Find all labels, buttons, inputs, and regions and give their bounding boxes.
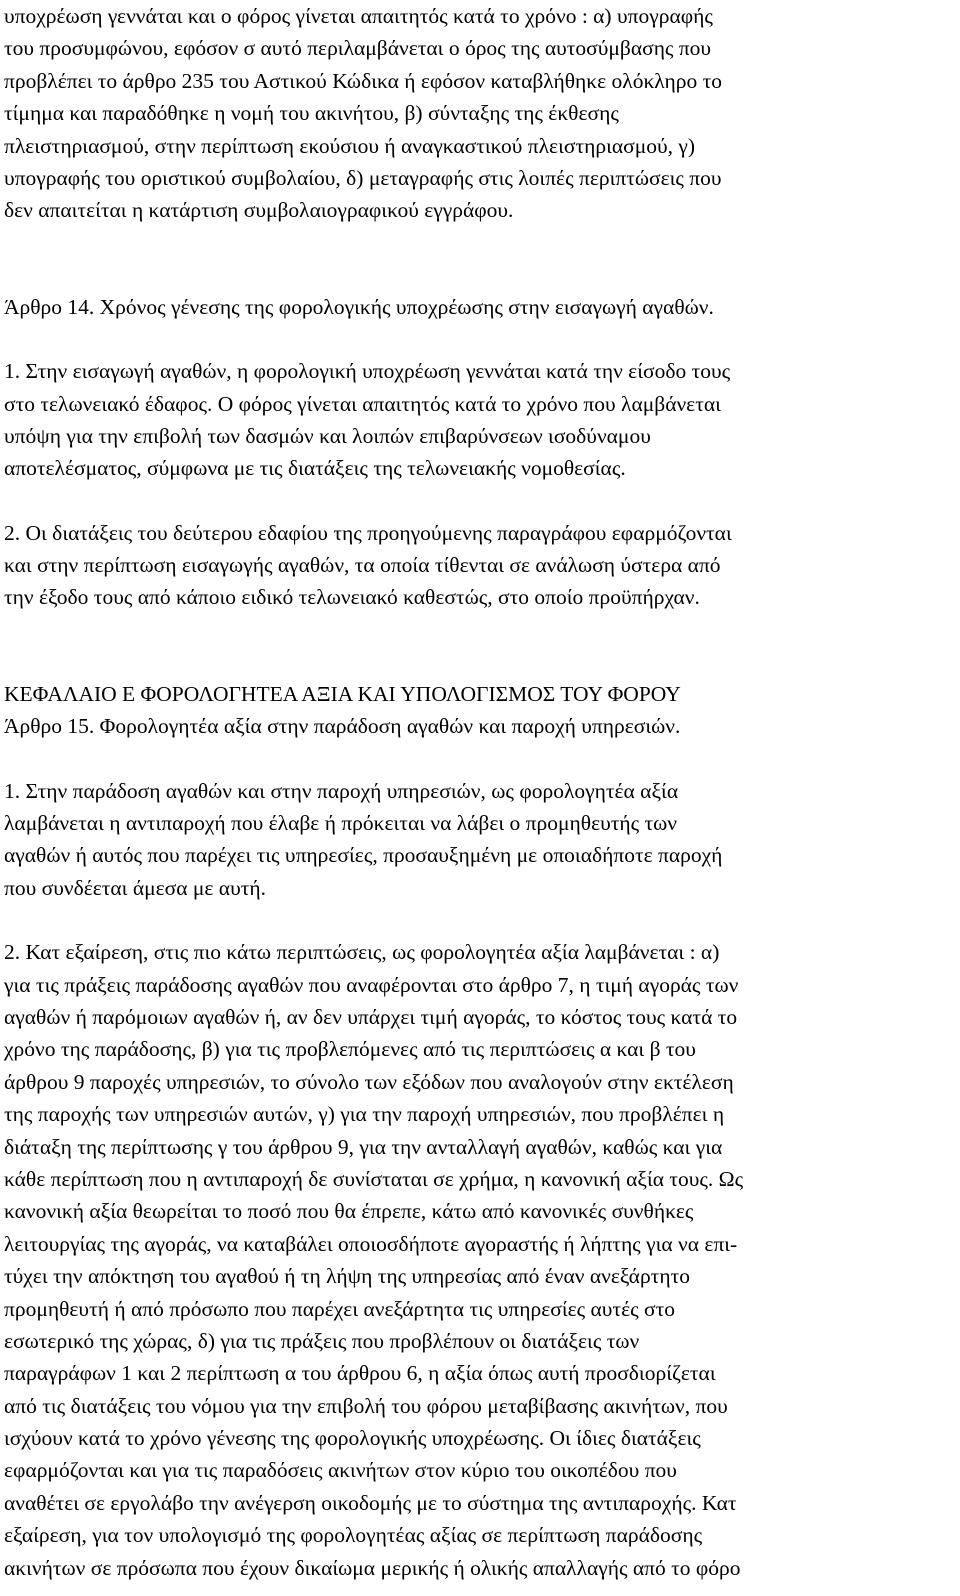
text-line: προμηθευτή ή από πρόσωπο που παρέχει ανεξάρτητα τις υπηρεσίες αυτές στο — [4, 1296, 675, 1321]
text-line: 1. Στην εισαγωγή αγαθών, η φορολογική υποχρέωση γεννάται κατά την είσοδο τους — [4, 359, 731, 384]
spacer — [4, 904, 956, 936]
text-line: 2. Οι διατάξεις του δεύτερου εδαφίου της προηγούμενης παραγράφου εφαρμόζονται — [4, 520, 732, 545]
text-line: υποχρέωση γεννάται και ο φόρος γίνεται απαιτητός κατά το χρόνο : α) υπογραφής — [4, 4, 713, 28]
text-line: κάθε περίπτωση που η αντιπαροχή δε συνίσταται σε χρήμα, η κανονική αξία τους. Ως — [4, 1166, 744, 1191]
article-15-paragraph-2 — [4, 936, 956, 1584]
text-line: του προσυμφώνου, εφόσον σ αυτό περιλαμβάνεται ο όρος της αυτοσύμβασης που — [4, 36, 712, 61]
text-line: 2. Κατ εξαίρεση, στις πιο κάτω περιπτώσεις, ως φορολογητέα αξία λαμβάνεται : α) — [4, 940, 720, 965]
text-line: πλειστηριασμού, στην περίπτωση εκούσιου ή αναγκαστικού πλειστηριασμού, γ) — [4, 133, 696, 158]
chapter-e-heading — [4, 678, 956, 743]
text-line: εφαρμόζονται και για τις παραδόσεις ακινήτων στον κύριο του οικοπέδου που — [4, 1458, 677, 1483]
text-line: υπογραφής του οριστικού συμβολαίου, δ) μεταγραφής στις λοιπές περιπτώσεις που — [4, 165, 722, 190]
article-14-paragraph-1 — [4, 355, 956, 485]
text-line: διάταξη της περίπτωσης γ του άρθρου 9, για την ανταλλαγή αγαθών, καθώς και για — [4, 1134, 723, 1159]
article-14-heading — [4, 291, 956, 323]
spacer — [4, 227, 956, 291]
text-line: που συνδέεται άμεσα με αυτή. — [4, 875, 266, 900]
text-line: αγαθών ή αυτός που παρέχει τις υπηρεσίες, προσαυξημένη με οποιαδήποτε παροχή — [4, 843, 723, 868]
text-line: άρθρου 9 παροχές υπηρεσιών, το σύνολο των εξόδων που αναλογούν στην εκτέλεση — [4, 1069, 734, 1094]
article-14-paragraph-2 — [4, 517, 956, 614]
text-line: την έξοδο τους από κάποιο ειδικό τελωνειακό καθεστώς, στο οποίο προϋπήρχαν. — [4, 585, 700, 610]
spacer — [4, 743, 956, 775]
chapter-title: ΚΕΦΑΛΑΙΟ Ε ΦΟΡΟΛΟΓΗΤΕΑ ΑΞΙΑ ΚΑΙ ΥΠΟΛΟΓΙΣΜΟΣ ΤΟΥ ΦΟΡΟΥ — [4, 681, 681, 706]
article-15-title: Άρθρο 15. Φορολογητέα αξία στην παράδοση αγαθών και παροχή υπηρεσιών. — [4, 714, 681, 739]
text-line: χρόνο της παράδοσης, β) για τις προβλεπόμενες από τις περιπτώσεις α και β του — [4, 1037, 696, 1062]
text-line: στο τελωνειακό έδαφος. Ο φόρος γίνεται απαιτητός κατά το χρόνο που λαμβάνεται — [4, 391, 721, 416]
text-line: αγαθών ή παρόμοιων αγαθών ή, αν δεν υπάρχει τιμή αγοράς, το κόστος τους κατά το — [4, 1004, 738, 1029]
text-line: ακινήτων σε πρόσωπα που έχουν δικαίωμα μερικής ή ολικής απαλλαγής από το φόρο — [4, 1555, 741, 1580]
text-line: τίμημα και παραδόθηκε η νομή του ακινήτου, β) σύνταξης της έκθεσης — [4, 101, 619, 126]
text-line: υπόψη για την επιβολή των δασμών και λοιπών επιβαρύνσεων ισοδύναμου — [4, 423, 651, 448]
text-line: 1. Στην παράδοση αγαθών και στην παροχή υπηρεσιών, ως φορολογητέα αξία — [4, 778, 679, 803]
text-line: ισχύουν κατά το χρόνο γένεσης της φορολογικής υποχρέωσης. Οι ίδιες διατάξεις — [4, 1426, 701, 1451]
text-line: και στην περίπτωση εισαγωγής αγαθών, τα οποία τίθενται σε ανάλωση ύστερα από — [4, 553, 721, 578]
spacer — [4, 485, 956, 517]
paragraph-continuation — [4, 0, 956, 227]
text-line: τύχει την απόκτηση του αγαθού ή τη λήψη της υπηρεσίας από έναν ανεξάρτητο — [4, 1264, 690, 1289]
text-line: εσωτερικό της χώρας, δ) για τις πράξεις που προβλέπουν οι διατάξεις των — [4, 1328, 640, 1353]
article-15-paragraph-1 — [4, 775, 956, 905]
text-line: αποτελέσματος, σύμφωνα με τις διατάξεις της τελωνειακής νομοθεσίας. — [4, 456, 626, 481]
spacer — [4, 323, 956, 355]
text-line: δεν απαιτείται η κατάρτιση συμβολαιογραφικού εγγράφου. — [4, 198, 514, 223]
text-line: προβλέπει το άρθρο 235 του Αστικού Κώδικα ή εφόσον καταβλήθηκε ολόκληρο το — [4, 68, 723, 93]
text-line: λειτουργίας της αγοράς, να καταβάλει οποιοσδήποτε αγοραστής ή λήπτης για να επι- — [4, 1231, 738, 1256]
text-line: από τις διατάξεις του νόμου για την επιβολή του φόρου μεταβίβασης ακινήτων, που — [4, 1393, 728, 1418]
heading-line: Άρθρο 14. Χρόνος γένεσης της φορολογικής υποχρέωσης στην εισαγωγή αγαθών. — [4, 294, 714, 319]
spacer — [4, 614, 956, 678]
text-line: αναθέτει σε εργολάβο την ανέγερση οικοδομής με το σύστημα της αντιπαροχής. Κατ — [4, 1490, 737, 1515]
text-line: της παροχής των υπηρεσιών αυτών, γ) για την παροχή υπηρεσιών, που προβλέπει η — [4, 1102, 725, 1127]
text-line: παραγράφων 1 και 2 περίπτωση α του άρθρου 6, η αξία όπως αυτή προσδιορίζεται — [4, 1361, 716, 1386]
text-line: για τις πράξεις παράδοσης αγαθών που αναφέρονται στο άρθρο 7, η τιμή αγοράς των — [4, 972, 739, 997]
document-page — [4, 0, 956, 1584]
text-line: εξαίρεση, για τον υπολογισμό της φορολογητέας αξίας σε περίπτωση παράδοσης — [4, 1523, 703, 1548]
text-line: κανονική αξία θεωρείται το ποσό που θα έπρεπε, κάτω από κανονικές συνθήκες — [4, 1199, 694, 1224]
text-line: λαμβάνεται η αντιπαροχή που έλαβε ή πρόκειται να λάβει ο προμηθευτής των — [4, 811, 678, 836]
